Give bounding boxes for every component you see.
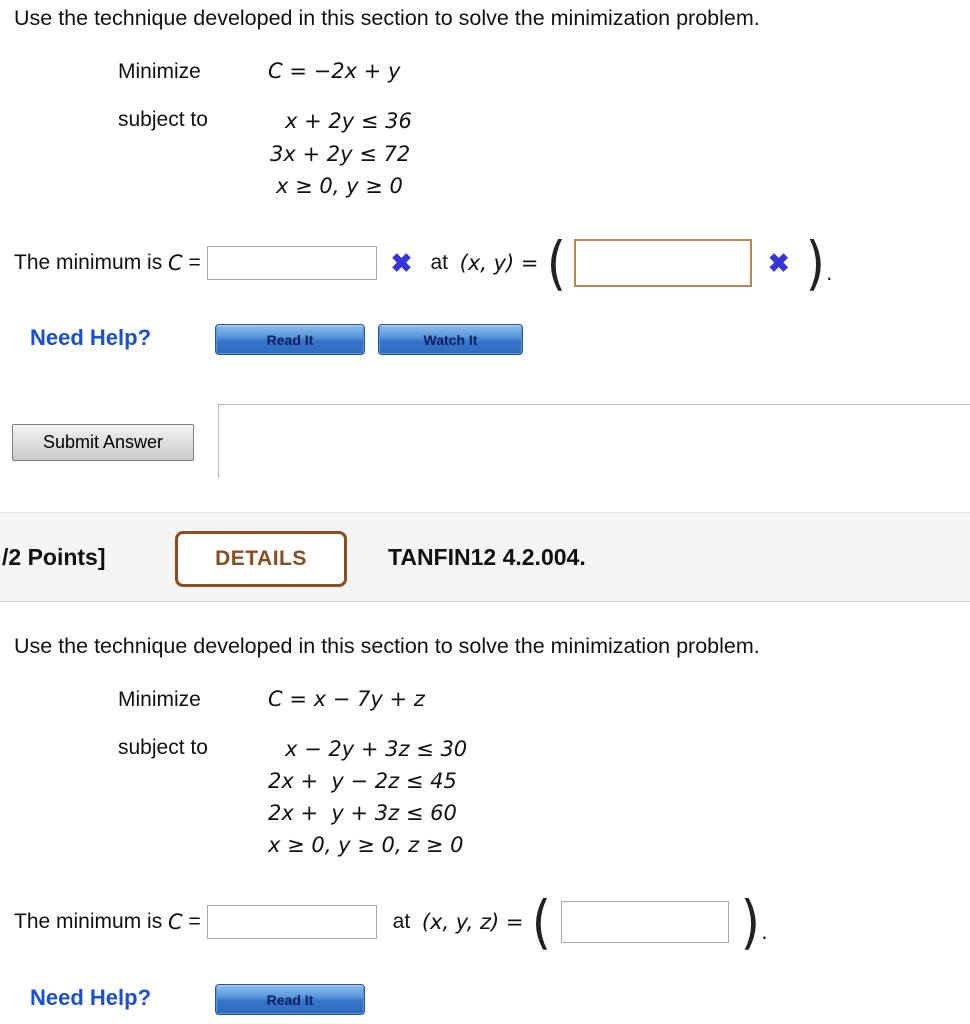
problem2-need-help-label: Need Help? — [30, 985, 152, 1010]
watch-it-label: Watch It — [423, 331, 478, 348]
problem2-constraint-2: 2x + y − 2z ≤ 45 — [268, 769, 457, 793]
problem1-constraint-2: 3x + 2y ≤ 72 — [270, 142, 411, 166]
problem1-minimum-incorrect-icon: ✖ — [390, 248, 413, 278]
problem1-constraint-3: x ≥ 0, y ≥ 0 — [276, 174, 403, 198]
sentence-period: . — [826, 260, 833, 285]
problem1-prompt: Use the technique developed in this section to solve the minimization problem. — [14, 6, 760, 30]
read-it-label: Read It — [266, 991, 314, 1008]
problem2-read-it-button[interactable] — [215, 984, 365, 1015]
problem2-at-label: at — [392, 910, 422, 933]
sentence-period: . — [761, 919, 768, 944]
problem2-minimum-input[interactable] — [207, 905, 377, 939]
question-boundary — [218, 404, 970, 478]
problem1-subject-label: subject to — [118, 108, 208, 131]
problem1-minimum-input[interactable] — [207, 246, 377, 280]
points-label: /2 Points] — [2, 544, 106, 570]
problem2-point-input[interactable] — [561, 901, 729, 943]
problem2-prompt: Use the technique developed in this section to solve the minimization problem. — [14, 634, 760, 658]
problem2-constraint-3: 2x + y + 3z ≤ 60 — [268, 801, 457, 825]
problem1-need-help-label: Need Help? — [30, 325, 152, 350]
problem1-answer-lead: The minimum is — [14, 251, 169, 274]
problem1-watch-it-button[interactable] — [378, 324, 523, 355]
problem1-tuple-label: (x, y) = — [459, 251, 546, 275]
problem1-minimize-label: Minimize — [118, 60, 201, 83]
problem1-point-input[interactable] — [574, 239, 752, 287]
problem1-objective: C = −2x + y — [268, 59, 401, 83]
details-label: DETAILS — [215, 547, 307, 570]
problem2-minimize-label: Minimize — [118, 688, 201, 711]
submit-answer-button[interactable] — [12, 424, 194, 461]
problem2-answer-var: C — [168, 910, 183, 934]
question-header-bar — [0, 512, 970, 602]
problem1-at-label: at — [430, 251, 460, 274]
problem1-read-it-button[interactable] — [215, 324, 365, 355]
close-paren: ) — [740, 888, 760, 956]
problem2-objective: C = x − 7y + z — [268, 687, 425, 711]
open-paren: ( — [546, 229, 567, 297]
open-paren: ( — [531, 888, 552, 956]
problem1-point-incorrect-icon: ✖ — [767, 248, 790, 278]
problem2-answer-lead: The minimum is — [14, 910, 169, 933]
problem2-answer-eq: = — [182, 910, 207, 933]
problem2-constraint-4: x ≥ 0, y ≥ 0, z ≥ 0 — [268, 833, 464, 857]
details-button[interactable] — [175, 531, 347, 587]
close-paren: ) — [805, 229, 825, 297]
assignment-code: TANFIN12 4.2.004. — [388, 544, 586, 570]
problem1-answer-row — [14, 229, 833, 297]
read-it-label: Read It — [266, 331, 314, 348]
problem1-constraint-1: x + 2y ≤ 36 — [285, 109, 412, 133]
problem2-subject-label: subject to — [118, 736, 208, 759]
problem1-answer-var: C — [168, 251, 183, 275]
problem1-answer-eq: = — [182, 251, 207, 274]
problem2-constraint-1: x − 2y + 3z ≤ 30 — [285, 737, 468, 761]
problem2-tuple-label: (x, y, z) = — [421, 910, 531, 934]
problem2-answer-row — [14, 888, 768, 956]
submit-answer-label: Submit Answer — [42, 432, 164, 452]
